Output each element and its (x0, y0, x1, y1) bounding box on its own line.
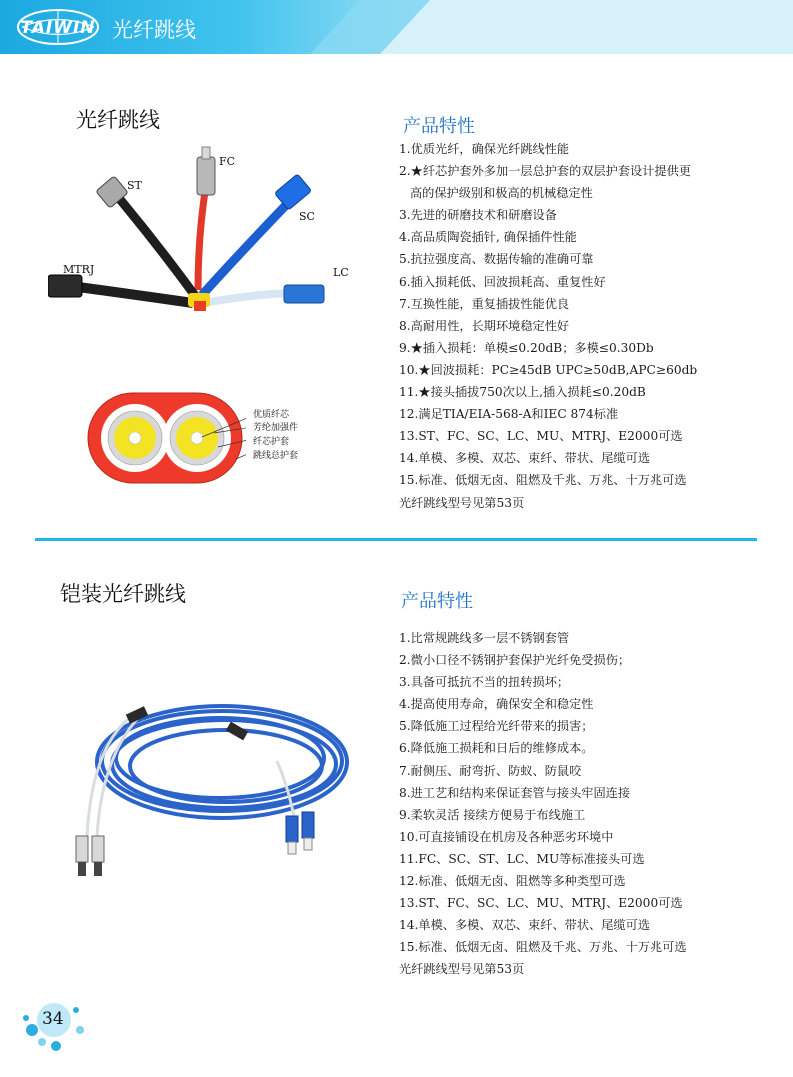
list-item: 5.抗拉强度高、数据传输的准确可靠 (399, 252, 594, 267)
section1-features-title: 产品特性 (403, 116, 475, 137)
page-number: 34 (42, 1009, 64, 1029)
section1-title: 光纤跳线 (76, 108, 160, 132)
section2-title: 铠装光纤跳线 (60, 582, 186, 606)
list-item: 6.插入损耗低、回波损耗高、重复性好 (399, 274, 606, 289)
list-item: 2.★纤芯护套外多加一层总护套的双层护套设计提供更 (399, 164, 691, 179)
list-item: 7.互换性能，重复插拔性能优良 (399, 296, 570, 311)
label-fc: FC (219, 155, 236, 168)
list-item: 8.高耐用性，长期环境稳定性好 (399, 318, 570, 333)
list-item: 14.单模、多模、双芯、束纤、带状、尾缆可选 (399, 918, 650, 933)
list-item: 13.ST、FC、SC、LC、MU、MTRJ、E2000可选 (399, 429, 683, 444)
list-item: 5.降低施工过程给光纤带来的损害； (399, 719, 594, 734)
list-item: 11.★接头插拔750次以上,插入损耗≤0.20dB (399, 385, 646, 400)
list-item: 14.单模、多模、双芯、束纤、带状、尾缆可选 (399, 451, 650, 466)
label-st: ST (127, 179, 142, 192)
list-item: 2.微小口径不锈钢护套保护光纤免受损伤； (399, 653, 631, 668)
label-outer-jacket: 跳线总护套 (253, 451, 299, 461)
list-item: 高的保护级别和极高的机械稳定性 (410, 186, 593, 201)
list-item: 9.★插入损耗：单模≤0.20dB；多模≤0.30Db (399, 340, 654, 355)
header-title: 光纤跳线 (112, 18, 196, 42)
list-item: 9.柔软灵活 接续方便易于布线施工 (399, 807, 586, 822)
list-item: 3.先进的研磨技术和研磨设备 (399, 208, 557, 223)
section-divider (35, 538, 757, 541)
list-item: 3.具备可抵抗不当的扭转损坏； (399, 675, 570, 690)
label-core-jacket: 纤芯护套 (253, 437, 290, 447)
armored-patch-cord-image (62, 686, 362, 886)
taiwin-logo (12, 8, 104, 46)
list-item: 4.高品质陶瓷插针, 确保插件性能 (399, 230, 577, 245)
list-item: 1.比常规跳线多一层不锈钢套管 (399, 631, 570, 645)
list-item: 12.满足TIA/EIA-568-A和IEC 874标准 (399, 407, 619, 422)
list-item: 7.耐侧压、耐弯折、防蚁、防鼠咬 (399, 763, 582, 778)
cable-cross-section-image (86, 389, 246, 489)
label-aramid: 芳纶加强件 (253, 423, 299, 433)
list-item: 15.标准、低烟无卤、阻燃及千兆、万兆、十万兆可选 (399, 940, 687, 955)
list-item: 光纤跳线型号见第53页 (399, 962, 525, 977)
logo-text: TAIWIN (20, 18, 96, 38)
list-item: 12.标准、低烟无卤、阻燃等多种类型可选 (399, 874, 626, 889)
section2-features-title: 产品特性 (401, 591, 473, 612)
label-lc: LC (333, 266, 349, 279)
label-mtrj: MTRJ (63, 263, 95, 276)
section1-features-list (399, 138, 697, 514)
list-item: 11.FC、SC、ST、LC、MU等标准接头可选 (399, 851, 645, 866)
list-item: 8.进工艺和结构来保证套管与接头牢固连接 (399, 785, 631, 800)
list-item: 13.ST、FC、SC、LC、MU、MTRJ、E2000可选 (399, 896, 683, 911)
list-item: 10.可直接铺设在机房及各种恶劣环境中 (399, 829, 614, 844)
patch-cord-connectors-image (48, 145, 368, 325)
label-sc: SC (299, 210, 315, 223)
label-fiber-core: 优质纤芯 (253, 410, 290, 420)
list-item: 15.标准、低烟无卤、阻燃及千兆、万兆、十万兆可选 (399, 473, 687, 488)
list-item: 10.★回波损耗：PC≥45dB UPC≥50dB,APC≥60db (399, 362, 698, 377)
list-item: 光纤跳线型号见第53页 (399, 495, 525, 510)
section2-features-list (399, 627, 687, 981)
list-item: 1.优质光纤，确保光纤跳线性能 (399, 142, 570, 156)
page-header (0, 0, 793, 54)
list-item: 6.降低施工损耗和日后的维修成本。 (399, 741, 594, 756)
list-item: 4.提高使用寿命，确保安全和稳定性 (399, 697, 594, 712)
